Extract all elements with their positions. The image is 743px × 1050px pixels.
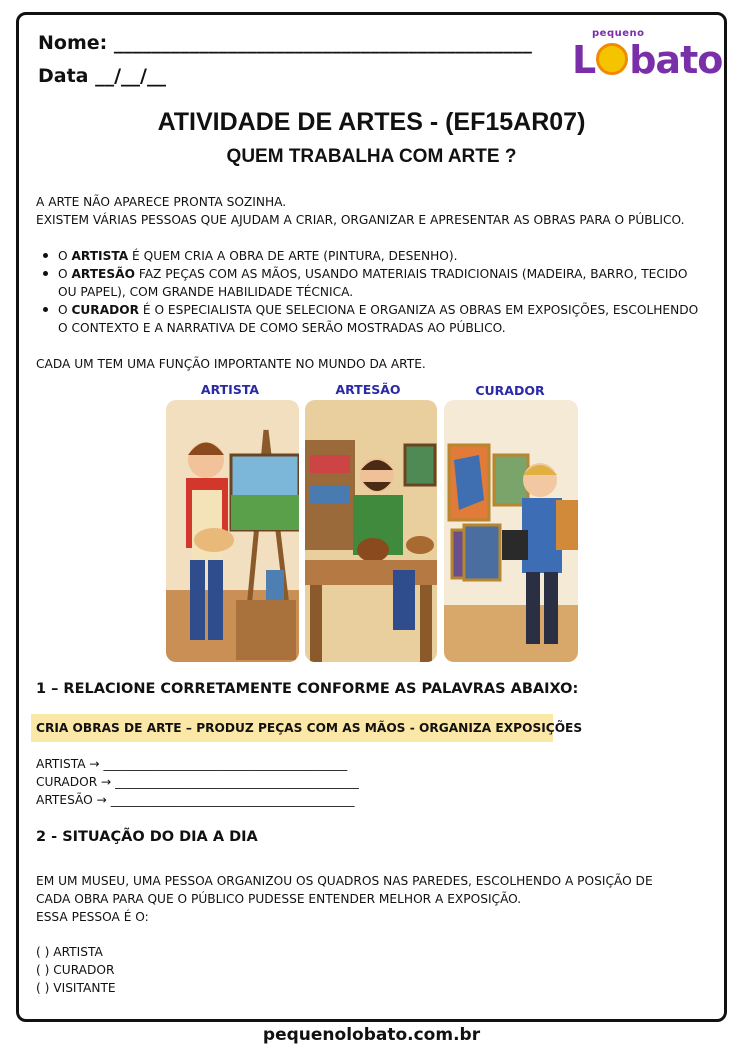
question-text: CADA OBRA PARA QUE O PÚBLICO PUDESSE ENTENDER MELHOR A EXPOSIÇÃO. [36, 892, 522, 906]
choice-visitante[interactable]: ( ) VISITANTE [36, 981, 116, 995]
image-label-artesao: ARTESÃO [335, 382, 401, 397]
list-item: O ARTESÃO FAZ PEÇAS COM AS MÃOS, USANDO MATERIAIS TRADICIONAIS (MADEIRA, BARRO, TECIDO OU PAPEL), COM GRANDE HABILIDADE TÉCNICA. [36, 265, 716, 301]
brand-logo: pequeno L bato [572, 28, 723, 82]
date-field[interactable]: Data __/__/__ [38, 65, 166, 87]
question-text: EM UM MUSEU, UMA PESSOA ORGANIZOU OS QUADROS NAS PAREDES, ESCOLHENDO A POSIÇÃO DE [36, 874, 653, 888]
closing-text: CADA UM TEM UMA FUNÇÃO IMPORTANTE NO MUNDO DA ARTE. [36, 357, 426, 371]
list-item: O ARTISTA É QUEM CRIA A OBRA DE ARTE (PINTURA, DESENHO). [36, 247, 716, 265]
curator-illustration [444, 400, 578, 662]
answer-line-artista[interactable]: ARTISTA → ________________________________________ [36, 757, 348, 771]
answer-line-curador[interactable]: CURADOR → ________________________________________ [36, 775, 359, 789]
section-1-title: 1 – RELACIONE CORRETAMENTE CONFORME AS PALAVRAS ABAIXO: [36, 681, 579, 697]
image-label-artista: ARTISTA [200, 382, 260, 397]
page-subtitle: QUEM TRABALHA COM ARTE ? [226, 146, 517, 167]
sun-icon [596, 43, 628, 75]
artisan-illustration [305, 400, 437, 662]
choice-artista[interactable]: ( ) ARTISTA [36, 945, 103, 959]
roles-list [36, 247, 716, 337]
section-2-title: 2 - SITUAÇÃO DO DIA A DIA [36, 829, 258, 845]
artist-illustration [166, 400, 299, 662]
page-title: ATIVIDADE DE ARTES - (EF15AR07) [157, 108, 586, 136]
choice-curador[interactable]: ( ) CURADOR [36, 963, 115, 977]
question-text: ESSA PESSOA É O: [36, 910, 149, 924]
footer-website: pequenolobato.com.br [262, 1025, 481, 1045]
image-label-curador: CURADOR [475, 383, 545, 398]
intro-line: A ARTE NÃO APARECE PRONTA SOZINHA. [36, 195, 287, 209]
list-item: O CURADOR É O ESPECIALISTA QUE SELECIONA E ORGANIZA AS OBRAS EM EXPOSIÇÕES, ESCOLHENDO O CONTEXTO E A NARRATIVA DE COMO SERÃO MOSTRADAS AO PÚBLICO. [36, 301, 716, 337]
word-bank: CRIA OBRAS DE ARTE – PRODUZ PEÇAS COM AS MÃOS - ORGANIZA EXPOSIÇÕES [31, 714, 553, 742]
answer-line-artesao[interactable]: ARTESÃO → ________________________________________ [36, 793, 355, 807]
intro-line: EXISTEM VÁRIAS PESSOAS QUE AJUDAM A CRIAR, ORGANIZAR E APRESENTAR AS OBRAS PARA O PÚBLICO. [36, 213, 685, 227]
name-field[interactable]: Nome: ____________________________________________ [38, 32, 532, 54]
